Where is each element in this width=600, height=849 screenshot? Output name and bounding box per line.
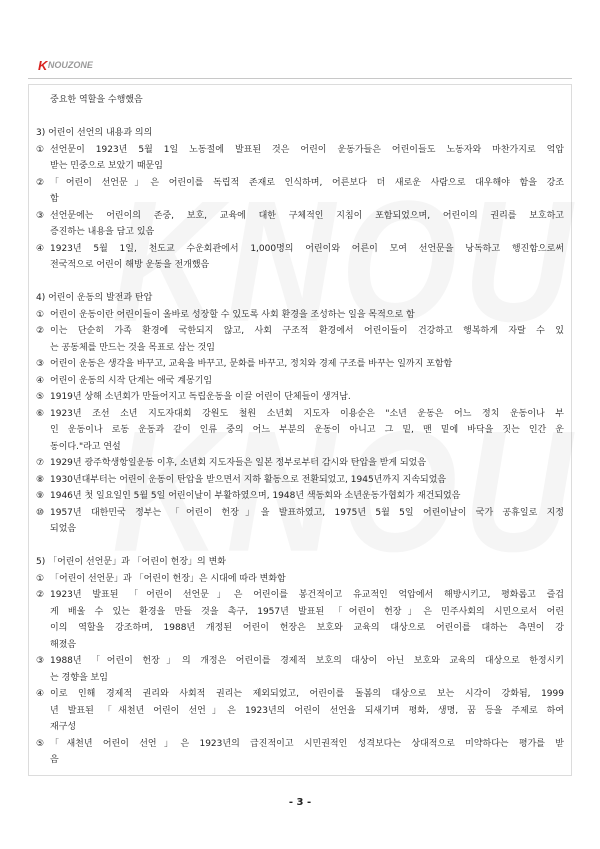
list-item: [36, 653, 564, 686]
item-text: [50, 505, 564, 538]
item-number: ⑧: [36, 474, 45, 485]
item-line: 1923년 발표된 「어린이 선언문」은 어린이를 봉건적이고 유교적인 억압에서 해방시키고, 평화롭고 즐겁: [50, 590, 564, 600]
item-line: 1988년 「어린이 헌장」의 개정은 어린이를 경제적 보호의 대상이 아닌 보호와 교육의 대상으로 한정시키: [50, 656, 564, 666]
item-number: ①: [36, 144, 45, 155]
item-line: 「새천년 어린이 선언」은 1923년의 급진적이고 시민권적인 성격보다는 상대적으로 미약하다는 평가를 받: [50, 738, 564, 749]
item-text: [50, 307, 564, 324]
item-number: ②: [36, 590, 45, 600]
item-line: 「어린이 선언문」은 어린이를 독립적 존재로 인식하며, 어른보다 더 새로운 사람으로 대우해야 함을 강조: [50, 177, 564, 188]
item-text: [50, 208, 564, 241]
section-heading: 3) 어린이 선언의 내용과 의의: [36, 128, 153, 138]
item-line: 1923년 5월 1일, 천도교 수운회관에서 1,000명의 어린이와 어른이 모여 선언문을 낭독하고 행진함으로써: [50, 243, 564, 254]
list-item: [36, 736, 564, 769]
item-line: 받는 민중으로 보았기 때문임: [50, 161, 163, 171]
item-number: ⑦: [36, 458, 45, 468]
list-item: [36, 241, 564, 274]
item-number: ②: [36, 326, 45, 336]
document-body: [36, 92, 564, 769]
list-item: [36, 455, 564, 472]
list-item: [36, 587, 564, 653]
list-item: [36, 488, 564, 505]
item-line: 증진하는 내용을 담고 있음: [50, 227, 155, 237]
item-text: [50, 653, 564, 686]
item-text: [50, 455, 564, 472]
item-number: ④: [36, 375, 45, 386]
item-line: 이로 인해 경제적 권리와 사회적 권리는 제외되었고, 어린이를 돌봄의 대상으로 보는 시각이 강화됨, 1999: [50, 689, 564, 699]
item-line: 는 경향을 보임: [50, 672, 108, 683]
list-item: [36, 356, 564, 373]
item-line: 음: [50, 755, 59, 765]
item-number: ③: [36, 359, 45, 369]
item-line: 1929년 광주학생항일운동 이후, 소년회 지도자들은 일본 정부로부터 감시와 탄압을 받게 되었음: [50, 458, 427, 468]
item-line: 인 운동이나 로동 운동과 같이 인류 중의 어느 부분의 운동이 아니고 그 밑, 맨 밑에 바닥을 짓는 인간 운: [50, 425, 564, 435]
knouzone-logo: [38, 58, 93, 72]
item-number: ④: [36, 243, 45, 254]
item-line: 전국적으로 어린이 해방 운동을 전개했음: [50, 260, 210, 270]
logo-text: NOUZONE: [47, 60, 93, 70]
item-line: 선언문이 1923년 5월 1일 노동절에 발표된 것은 어린이 운동가들은 어린이들도 노동자와 마찬가지로 억압: [50, 144, 564, 155]
list-item: [36, 307, 564, 324]
item-text: [50, 175, 564, 208]
item-text: [50, 323, 564, 356]
item-text: [50, 356, 564, 373]
list-item: [36, 686, 564, 736]
list-item: [36, 373, 564, 390]
item-number: ④: [36, 689, 45, 699]
item-number: ①: [36, 309, 45, 320]
spacer: [36, 109, 564, 126]
item-line: 1946년 첫 일요일인 5월 5일 어린이날이 부활하였으며, 1948년 색동회와 소년운동가협회가 재건되었음: [50, 491, 461, 501]
item-line: 해졌음: [50, 639, 77, 650]
item-text: [50, 389, 564, 406]
item-text: [50, 241, 564, 274]
item-text: [50, 571, 564, 588]
item-line: 이의 역할을 강조하며, 1988년 개정된 어린이 헌장은 보호와 교육의 대상으로 어린이를 대하는 측면이 강: [50, 623, 564, 633]
list-item: [36, 472, 564, 489]
item-number: ③: [36, 210, 45, 221]
item-number: ③: [36, 656, 45, 666]
item-line: 함: [50, 194, 59, 204]
item-number: ⑤: [36, 738, 45, 749]
item-line: 되었음: [50, 524, 77, 534]
item-line: 어린이 운동은 생각을 바꾸고, 교육을 바꾸고, 문화를 바꾸고, 정치와 경제 구조를 바꾸는 일까지 포함함: [50, 359, 453, 369]
item-line: 선언문에는 어린이의 존중, 보호, 교육에 대한 구체적인 지침이 포함되었으며, 어린이의 권리를 보호하고: [50, 210, 564, 221]
item-line: 1930년대부터는 어린이 운동이 탄압을 받으면서 지하 활동으로 전환되었고, 1945년까지 지속되었음: [50, 474, 447, 485]
item-number: ⑨: [36, 491, 45, 501]
header-divider: [28, 78, 572, 79]
list-item: [36, 175, 564, 208]
item-text: [50, 488, 564, 505]
item-number: ⑩: [36, 507, 45, 518]
page-number: - 3 -: [288, 797, 312, 808]
item-number: ②: [36, 177, 45, 188]
item-line: 「어린이 선언문」과 「어린이 헌장」은 시대에 따라 변화함: [50, 573, 286, 584]
item-text: [50, 373, 564, 390]
item-line: 1957년 대한민국 정부는 「어린이 헌장」을 발표하였고, 1975년 5월 5일 어린이날이 국가 공휴일로 지정: [50, 507, 564, 518]
item-line: 1919년 상해 소년회가 만들어지고 독립운동을 이끌 어린이 단체들이 생겨남.: [50, 392, 351, 402]
item-line: 어린이 운동의 시작 단계는 애국 계몽기임: [50, 375, 213, 386]
list-item: [36, 323, 564, 356]
item-number: ①: [36, 573, 45, 584]
list-item: [36, 142, 564, 175]
item-text: [50, 406, 564, 456]
list-item: [36, 505, 564, 538]
item-line: 1923년 조선 소년 지도자대회 강원도 철원 소년회 지도자 이용순은 "소년 운동은 어느 정치 운동이나 부: [50, 408, 564, 419]
item-line: 이는 단순히 가족 환경에 국한되지 않고, 사회 구조적 환경에서 어린이들이 건강하고 행복하게 자랄 수 있: [50, 326, 564, 336]
item-text: [50, 472, 564, 489]
item-text: [50, 142, 564, 175]
list-item: [36, 406, 564, 456]
item-line: 재구성: [50, 722, 77, 732]
item-number: ⑥: [36, 408, 45, 419]
intro-line: 중요한 역할을 수행했음: [50, 95, 143, 105]
logo-mark: K: [38, 57, 47, 73]
item-text: [50, 686, 564, 736]
item-line: 동이다."라고 연설: [50, 441, 121, 452]
spacer: [36, 274, 564, 291]
section-heading: 4) 어린이 운동의 발전과 탄압: [36, 293, 153, 303]
item-line: 게 배울 수 있는 환경을 만들 것을 촉구, 1957년 발표된 「어린이 헌장」은 민주사회의 시민으로서 어린: [50, 606, 564, 617]
item-line: 년 발표된 「새천년 어린이 선언」은 1923년의 어린이 선언을 되새기며 평화, 생명, 꿈 등을 주제로 하여: [50, 705, 564, 716]
spacer: [36, 538, 564, 555]
item-number: ⑤: [36, 392, 45, 402]
item-text: [50, 736, 564, 769]
item-line: 는 공동체를 만드는 것을 목표로 삼는 것임: [50, 342, 215, 353]
list-item: [36, 208, 564, 241]
item-text: [50, 587, 564, 653]
section-heading: 5) 「어린이 선언문」과 「어린이 헌장」의 변화: [36, 557, 226, 567]
list-item: [36, 571, 564, 588]
list-item: [36, 389, 564, 406]
item-line: 어린이 운동이란 어린이들이 올바로 성장할 수 있도록 사회 환경을 조성하는 일을 목적으로 함: [50, 309, 415, 320]
